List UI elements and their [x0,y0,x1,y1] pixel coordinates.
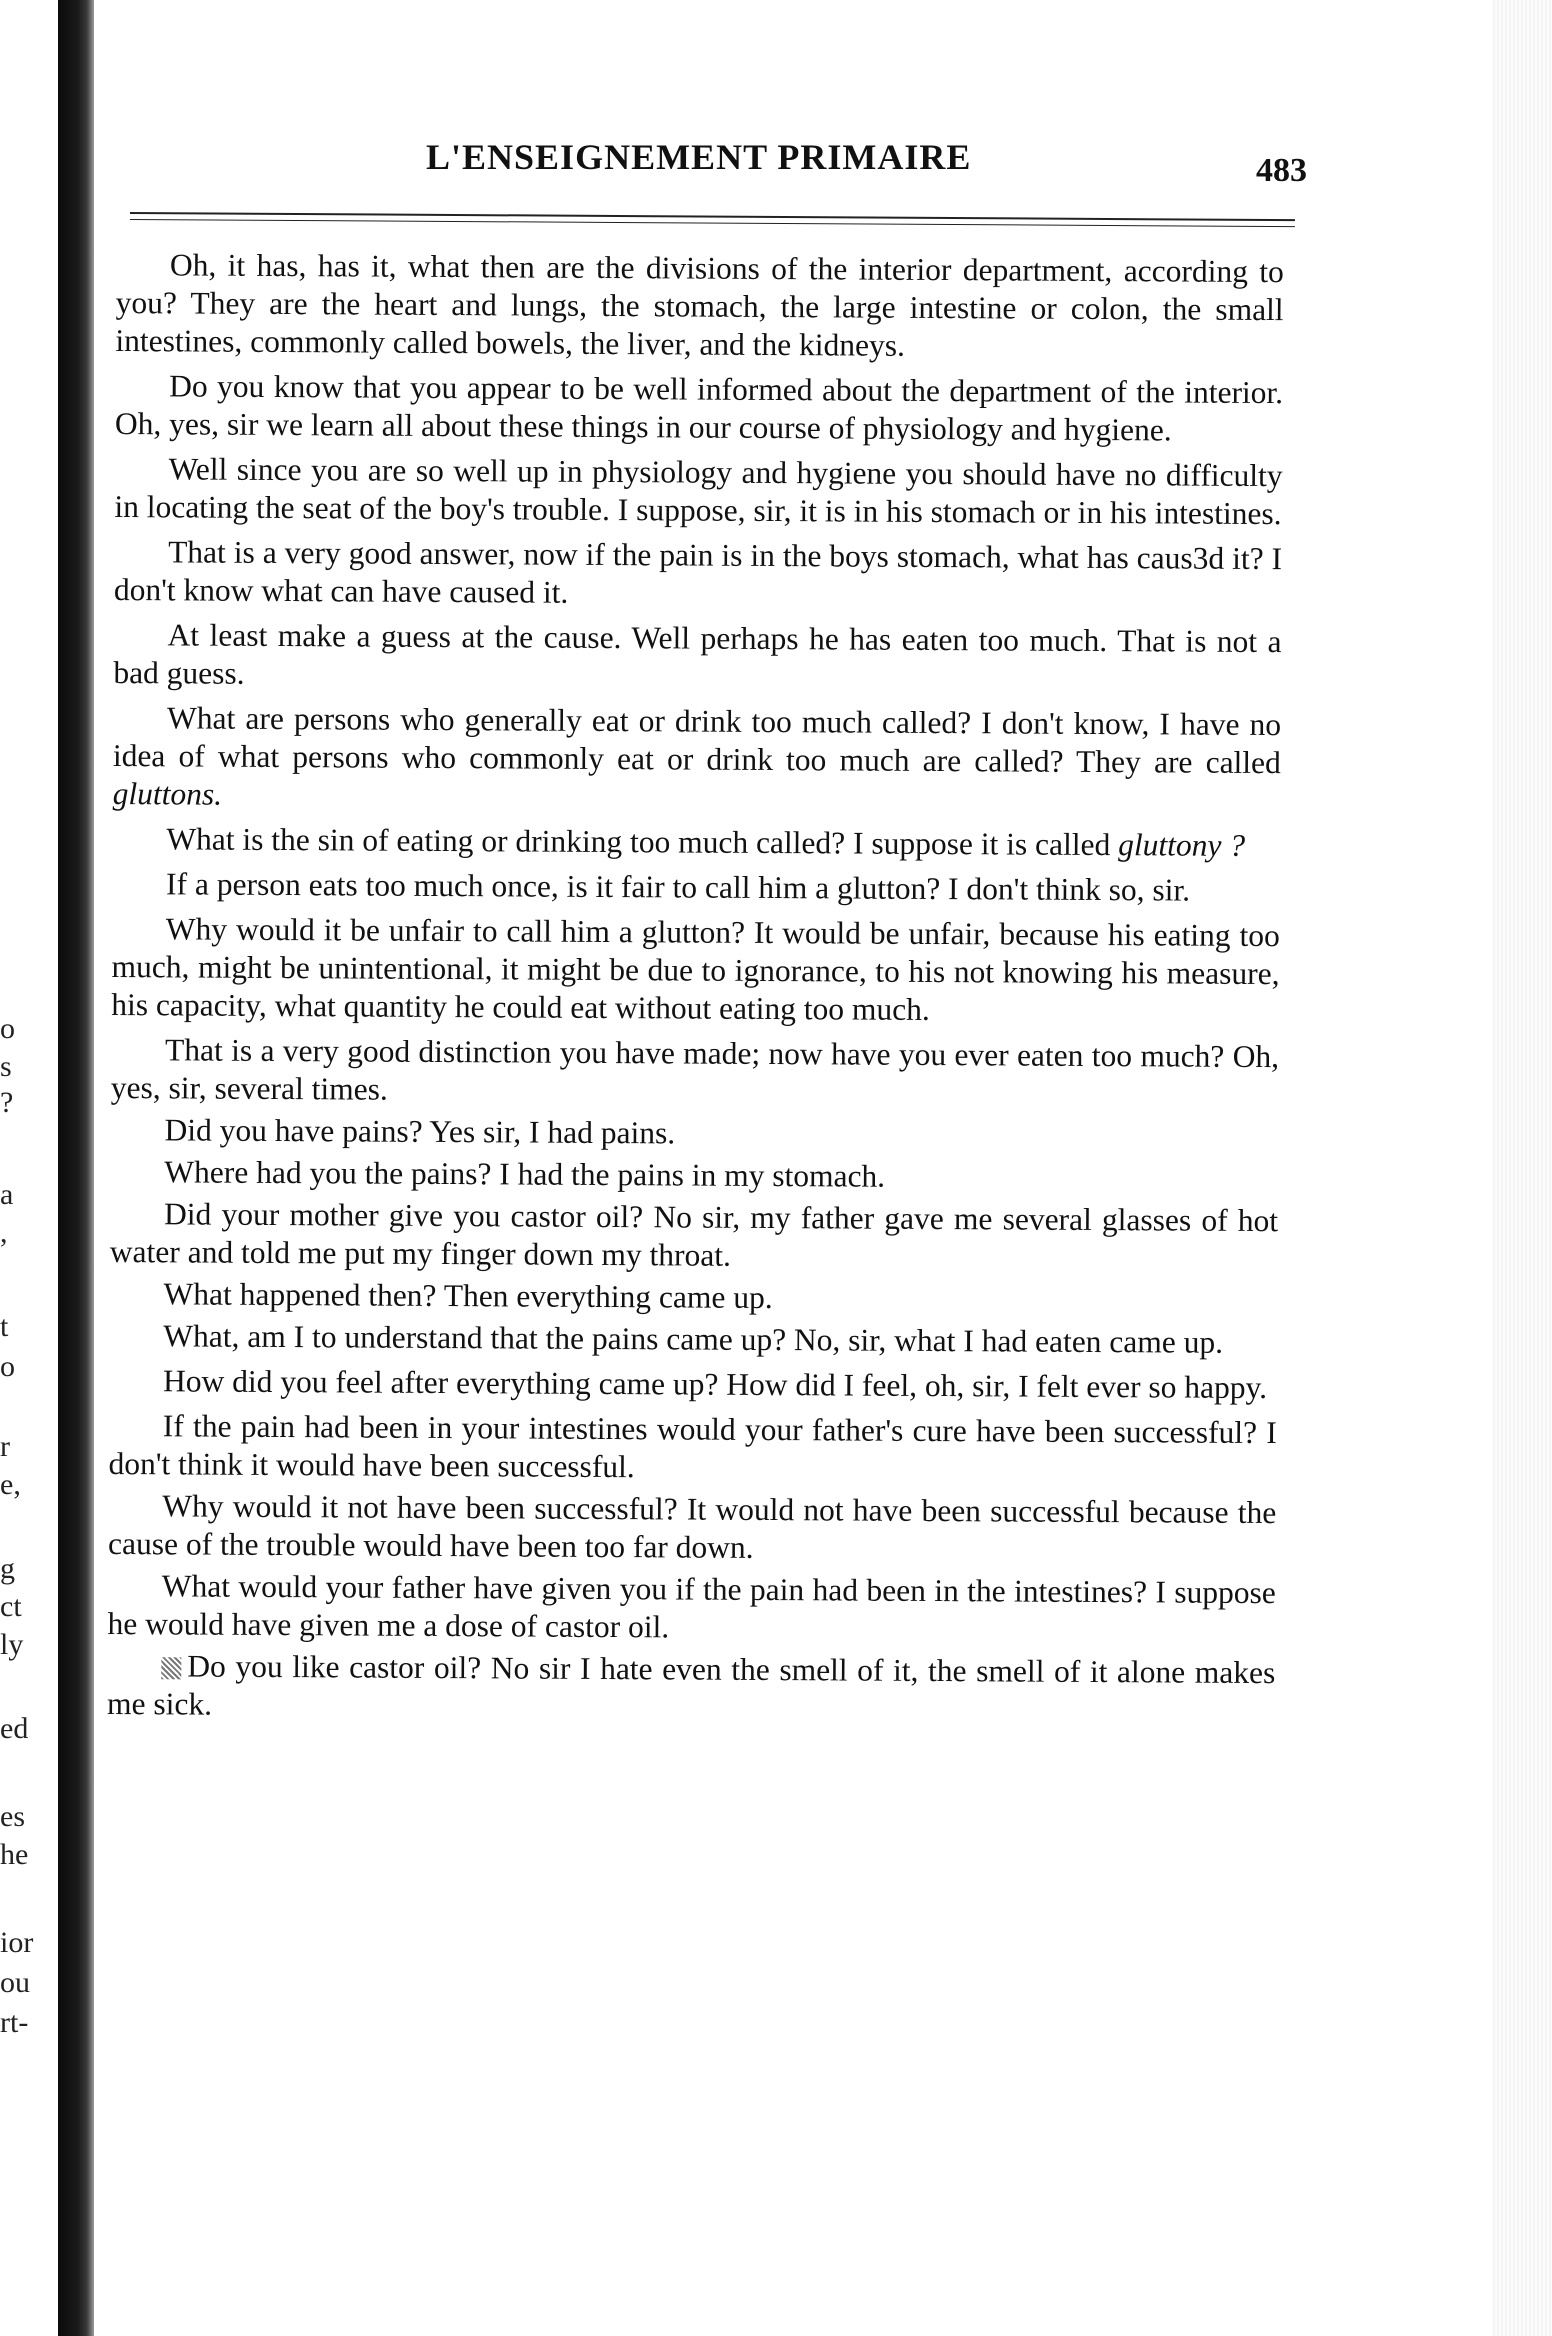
library-stamp-icon [161,1657,181,1679]
facing-fragment: s [0,1050,12,1083]
paragraph: Do you know that you appear to be well informed about the department of the interior. Oh, yes, sir we learn all about these things in our course of physiology and hygiene. [114,368,1284,448]
page-header [326,124,1307,189]
paragraph: Oh, it has, has it, what then are the divisions of the interior department, according to you? They are the heart and lungs, the stomach, the large intestine or colon, the small intestines, commonly called bowels, the liver, and the kidneys. [115,247,1284,363]
facing-page-edge [0,940,50,2039]
paragraph: Well since you are so well up in physiology and hygiene you should have no difficulty in locating the seat of the boy's trouble. I suppose, sir, it is in his stomach or in his intestines. [114,451,1283,532]
facing-fragment: ? [0,1086,14,1119]
facing-fragment: ou [0,1966,30,1999]
facing-fragment: g [0,1552,15,1585]
body-text [107,246,1284,1734]
facing-fragment: es [0,1800,25,1833]
running-title: L'ENSEIGNEMENT PRIMAIRE [426,137,972,177]
paragraph: Why would it be unfair to call him a glutton? It would be unfair, because his eating too much, might be unintentional, it might be due to ignorance, to his not knowing his measure, his capacity, what quantity he could eat without eating too much. [111,911,1280,1027]
paragraph: At least make a guess at the cause. Well perhaps he has eaten too much. That is not a bad guess. [113,617,1282,691]
paragraph: How did you feel after everything came up? How did I feel, oh, sir, I felt ever so happy. [162,1363,1268,1406]
facing-fragment: a [0,1178,14,1211]
facing-fragment: he [0,1838,29,1871]
facing-fragment: e, [0,1468,21,1501]
paragraph: Where had you the pains? I had the pains in my stomach. [164,1154,886,1194]
facing-fragment: ct [0,1590,22,1623]
facing-fragment: ior [0,1926,34,1959]
facing-fragment: ly [0,1628,24,1661]
facing-fragment: ed [0,1712,29,1745]
paragraph: If the pain had been in your intestines would your father's cure have been successful? I don't think it would have been successful. [108,1408,1277,1485]
paragraph-text: Do you like castor oil? No sir I hate even the smell of it, the smell of it alone makes me sick. [106,1648,1276,1722]
paragraph-text: What is the sin of eating or drinking too much called? I suppose it is called [166,821,1111,863]
paragraph [112,820,1280,865]
paragraph [107,1647,1275,1730]
italic-term: gluttony ? [1118,827,1246,863]
paragraph: Why would it not have been successful? It would not have been successful because the cause of the trouble would have been too far down. [107,1488,1277,1565]
page-number: 483 [1256,152,1307,189]
facing-fragment: o [0,1012,15,1045]
facing-fragment: , [0,1216,8,1249]
facing-fragment: rt- [0,2006,29,2039]
paragraph: Did your mother give you castor oil? No sir, my father gave me several glasses of hot water and told me put my finger down my throat. [109,1196,1279,1273]
italic-term: gluttons. [112,775,223,812]
paragraph [113,699,1282,820]
book-spine-shadow [58,0,94,2336]
paragraph: That is a very good distinction you have made; now have you ever eaten too much? Oh, yes, sir, several times. [110,1032,1280,1107]
page-edge [1492,0,1552,2336]
facing-fragment: r [0,1430,10,1463]
facing-fragment: o [0,1350,15,1383]
paragraph-text: What are persons who generally eat or drink too much called? I don't know, I have no idea of what persons who commonly eat or drink too much are called? They are called [112,700,1282,781]
paragraph: What happened then? Then everything came up. [163,1276,773,1316]
paragraph: What, am I to understand that the pains came up? No, sir, what I had eaten came up. [163,1318,1224,1360]
paragraph: If a person eats too much once, is it fair to call him a glutton? I don't think so, sir. [165,866,1191,908]
paragraph: Did you have pains? Yes sir, I had pains. [164,1112,676,1151]
facing-fragment: t [0,1310,9,1343]
paragraph: What would your father have given you if the pain had been in the intestines? I suppose he would have given me a dose of castor oil. [107,1568,1276,1645]
paragraph: That is a very good answer, now if the pain is in the boys stomach, what has caus3d it? I don't know what can have caused it. [113,534,1283,610]
